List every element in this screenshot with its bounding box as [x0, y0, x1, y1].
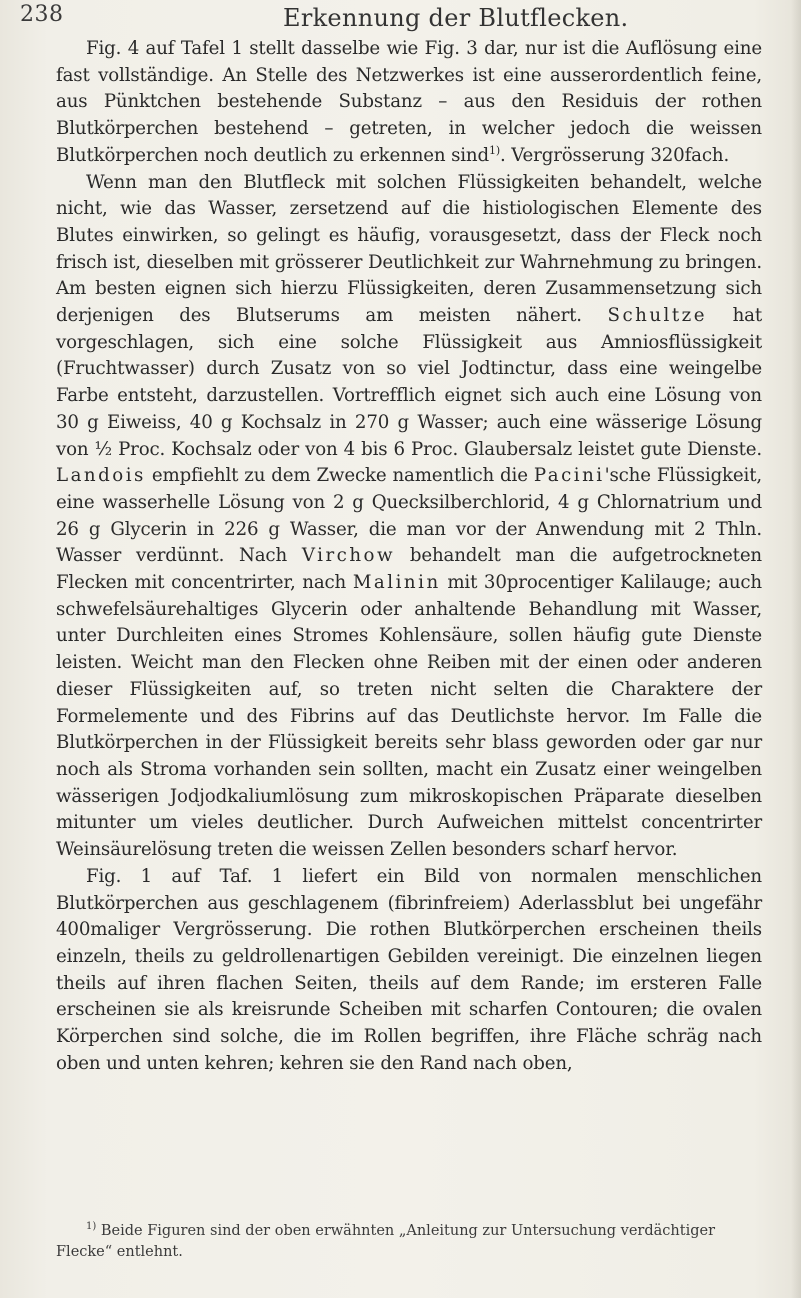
footnote-reference: 1) [488, 143, 500, 157]
author-name: Malinin [352, 572, 441, 594]
footnote-text: Beide Figuren sind der oben erwähnten „Anleitung zur Untersuchung verdächtiger Flecke“ entlehnt. [56, 1223, 716, 1260]
paragraph-text: Wenn man den Blutfleck mit solchen Flüssigkeiten behandelt, welche nicht, wie das Wasser, zersetzend auf die histiologischen Elemente des Blutes einwirken, so gelingt es häufig, vorausgesetzt, dass der Fleck noch frisch ist, dieselben mit grösserer Deutlichkeit zur Wahrnehmung zu bringen. Am besten eignen sich hierzu Flüssigkeiten, deren Zusammensetzung sich derjenigen des Blutserums am meisten nähert. [56, 171, 762, 327]
author-name: Pacini [533, 465, 605, 487]
footnote-mark: 1) [86, 1221, 97, 1233]
paragraph-1 [56, 36, 762, 170]
author-name: Landois [56, 465, 146, 487]
page-header [20, 2, 770, 36]
footnote [56, 1221, 762, 1262]
paragraph-text: hat vorgeschlagen, sich eine solche Flüssigkeit aus Amniosflüssigkeit (Fruchtwasser) durch Zusatz von so viel Jodtinctur, dass eine weingelbe Farbe entsteht, darzustellen. Vortrefflich eignet sich auch eine Lösung von 30 g Eiweiss, 40 g Kochsalz in 270 g Wasser; auch eine wässerige Lösung von ½ Proc. Kochsalz oder von 4 bis 6 Proc. Glaubersalz leistet gute Dienste. [56, 305, 762, 460]
paragraph-text: . Vergrösserung 320fach. [499, 144, 730, 166]
author-name: Virchow [301, 545, 396, 567]
paragraph-text: empfiehlt zu dem Zwecke namentlich die [145, 465, 534, 487]
paragraph-text: Fig. 4 auf Tafel 1 stellt dasselbe wie Fig. 3 dar, nur ist die Auflösung eine fast vollständige. An Stelle des Netzwerkes ist eine ausserordentlich feine, aus Pünktchen bestehende Substanz – aus den Residuis der rothen Blutkörperchen bestehend – getreten, in welcher jedoch die weissen Blutkörperchen noch deutlich zu erkennen sind [56, 38, 762, 166]
author-name: Schultze [607, 305, 708, 327]
paragraph-text: behandelt man die aufgetrockneten Flecken mit concentrirter, nach [56, 545, 762, 594]
running-title: Erkennung der Blutflecken. [283, 4, 629, 32]
body-text [56, 36, 762, 1077]
paragraph-2 [56, 170, 762, 864]
paragraph-text: Fig. 1 auf Taf. 1 liefert ein Bild von normalen menschlichen Blutkörperchen aus geschlagenem (fibrinfreiem) Aderlassblut bei ungefähr 400maliger Vergrösserung. Die rothen Blutkörperchen erscheinen theils einzeln, theils zu geldrollenartigen Gebilden vereinigt. Die einzelnen liegen theils auf ihren flachen Seiten, theils auf dem Rande; im ersteren Falle erscheinen sie als kreisrunde Scheiben mit scharfen Contouren; die ovalen Körperchen sind solche, die im Rollen begriffen, ihre Fläche schräg nach oben und unten kehren; kehren sie den Rand nach oben, [56, 865, 762, 1074]
paragraph-text: mit 30procentiger Kalilauge; auch schwefelsäurehaltiges Glycerin oder anhaltende Behandlung mit Wasser, unter Durchleiten eines Stromes Kohlensäure, sollen häufig gute Dienste leisten. Weicht man den Flecken ohne Reiben mit der einen oder anderen dieser Flüssigkeiten auf, so treten nicht selten die Charaktere der Formelemente und des Fibrins auf das Deutlichste hervor. Im Falle die Blutkörperchen in der Flüssigkeit bereits sehr blass geworden oder gar nur noch als Stroma vorhanden sein sollten, macht ein Zusatz einer weingelben wässerigen Jodjodkaliumlösung zum mikroskopischen Präparate dieselben mitunter um vieles deutlicher. Durch Aufweichen mittelst concentrirter Weinsäurelösung treten die weissen Zellen besonders scharf hervor. [56, 572, 762, 861]
page-number: 238 [20, 2, 64, 27]
paragraph-text: 'sche Flüssigkeit, eine wasserhelle Lösung von 2 g Quecksilberchlorid, 4 g Chlornatrium und 26 g Glycerin in 226 g Wasser, die man vor der Anwendung mit 2 Thln. Wasser verdünnt. Nach [56, 465, 762, 567]
page-edge-shadow [791, 0, 801, 1298]
paragraph-3 [56, 864, 762, 1078]
